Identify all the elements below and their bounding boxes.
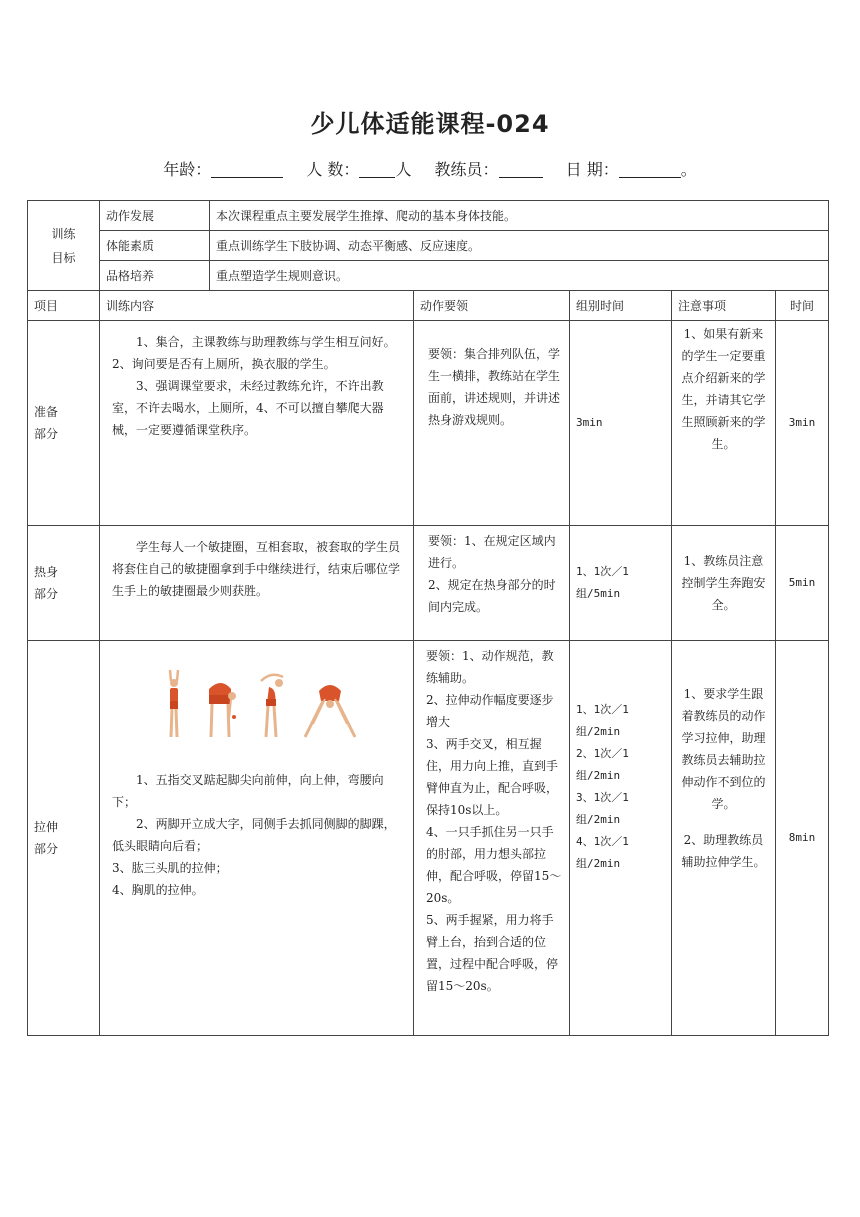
section-time: 3min	[776, 321, 829, 526]
header-notes: 注意事项	[672, 291, 776, 321]
section-name	[28, 321, 100, 526]
people-label: 人 数：	[306, 160, 360, 179]
section-row-stretch	[28, 641, 829, 1036]
section-essentials	[414, 641, 570, 1036]
group-time-line: 2、1次／1组/2min	[576, 747, 629, 782]
goal-name: 品格培养	[100, 261, 210, 291]
age-label: 年龄：	[163, 160, 212, 179]
header-content: 训练内容	[100, 291, 414, 321]
section-name	[28, 526, 100, 641]
essentials-line: 5、两手握紧，用力将手臂上台，抬到合适的位置，过程中配合呼吸，停留15～20s。	[426, 913, 559, 993]
stretch-figure-side-bend	[255, 669, 287, 739]
goal-name: 动作发展	[100, 201, 210, 231]
goal-text: 重点训练学生下肢协调、动态平衡感、反应速度。	[210, 231, 829, 261]
stretch-figure-arms-up	[161, 669, 187, 739]
stretch-illustration	[112, 669, 407, 739]
content-line: 4、胸肌的拉伸。	[112, 883, 204, 897]
section-notes	[672, 641, 776, 1036]
goal-name: 体能素质	[100, 231, 210, 261]
group-time-line: 4、1次／1组/2min	[576, 835, 629, 870]
section-content	[100, 641, 414, 1036]
section-essentials: 要领：集合排列队伍，学生一横排，教练站在学生面前，讲述规则，并讲述热身游戏规则。	[414, 321, 570, 526]
notes-line: 1、要求学生跟着教练员的动作学习拉伸，助理教练员去辅助拉伸动作不到位的学。	[681, 687, 766, 811]
header-essentials: 动作要领	[414, 291, 570, 321]
section-essentials: 要领：1、在规定区域内进行。 2、规定在热身部分的时间内完成。	[414, 526, 570, 641]
coach-blank	[499, 161, 543, 178]
content-line: 2、询问要是否有上厕所，换衣服的学生。	[112, 357, 336, 371]
section-time: 8min	[776, 641, 829, 1036]
end-mark: 。	[680, 160, 697, 179]
essentials-line: 4、一只手抓住另一只手的肘部，用力想头部拉伸，配合呼吸，停留15～20s。	[426, 825, 562, 905]
goal-row	[28, 261, 829, 291]
people-unit: 人	[395, 160, 412, 179]
section-row-prepare	[28, 321, 829, 526]
section-content	[100, 526, 414, 641]
content-line: 3、肱三头肌的拉伸；	[112, 861, 228, 875]
page-title: 少儿体适能课程-024	[310, 110, 550, 138]
content-line: 1、集合，主课教练与助理教练与学生相互问好。	[136, 335, 396, 349]
header-time: 时间	[776, 291, 829, 321]
date-label: 日 期：	[565, 160, 619, 179]
section-notes: 1、教练员注意控制学生奔跑安全。	[672, 526, 776, 641]
header-project: 项目	[28, 291, 100, 321]
section-notes: 1、如果有新来的学生一定要重点介绍新来的学生，并请其它学生照顾新来的学生。	[672, 321, 776, 526]
coach-label: 教练员：	[434, 160, 499, 179]
content-line: 2、两脚开立成大字，同侧手去抓同侧脚的脚踝，低头眼睛向后看；	[112, 817, 396, 853]
age-blank	[211, 161, 283, 178]
essentials-line: 要领：1、动作规范，教练辅助。	[426, 649, 554, 685]
content-line: 3、强调课堂要求，未经过教练允许，不许出教室，不许去喝水，上厕所，4、不可以擅自攀爬大器械，一定要遵循课堂秩序。	[112, 379, 384, 437]
essentials-line: 3、两手交叉，相互握住，用力向上推，直到手臂伸直为止，配合呼吸，保持10s以上。	[426, 737, 559, 817]
goal-text: 重点塑造学生规则意识。	[210, 261, 829, 291]
stretch-figure-bend-forward	[201, 669, 241, 739]
section-group-time: 1、1次／1组/5min	[570, 526, 672, 641]
section-row-warmup	[28, 526, 829, 641]
section-group-time	[570, 641, 672, 1036]
section-name-text: 拉伸 部分	[34, 820, 59, 856]
goals-label: 训练 目标	[28, 201, 100, 291]
stretch-figure-wide-stance	[301, 669, 359, 739]
group-time-line: 1、1次／1组/2min	[576, 703, 629, 738]
lesson-plan-table	[27, 200, 829, 1036]
section-name-text: 准备 部分	[34, 405, 59, 441]
notes-line: 2、助理教练员辅助拉伸学生。	[681, 833, 766, 869]
people-blank	[359, 161, 395, 178]
date-blank	[619, 161, 681, 178]
content-line: 学生每人一个敏捷圈，互相套取，被套取的学生员将套住自己的敏捷圈拿到手中继续进行，结束后哪位学生手上的敏捷圈最少则获胜。	[112, 540, 401, 598]
meta-line	[0, 157, 860, 180]
section-group-time: 3min	[570, 321, 672, 526]
goal-text: 本次课程重点主要发展学生推撑、爬动的基本身体技能。	[210, 201, 829, 231]
section-name	[28, 641, 100, 1036]
header-group-time: 组别时间	[570, 291, 672, 321]
essentials-line: 2、拉伸动作幅度要逐步增大	[426, 693, 554, 729]
header-row	[28, 291, 829, 321]
goal-row	[28, 231, 829, 261]
section-content	[100, 321, 414, 526]
group-time-line: 3、1次／1组/2min	[576, 791, 629, 826]
section-name-text: 热身 部分	[34, 565, 59, 601]
content-line: 1、五指交叉踮起脚尖向前伸，向上伸，弯腰向下；	[112, 773, 384, 809]
goal-row	[28, 201, 829, 231]
section-time: 5min	[776, 526, 829, 641]
